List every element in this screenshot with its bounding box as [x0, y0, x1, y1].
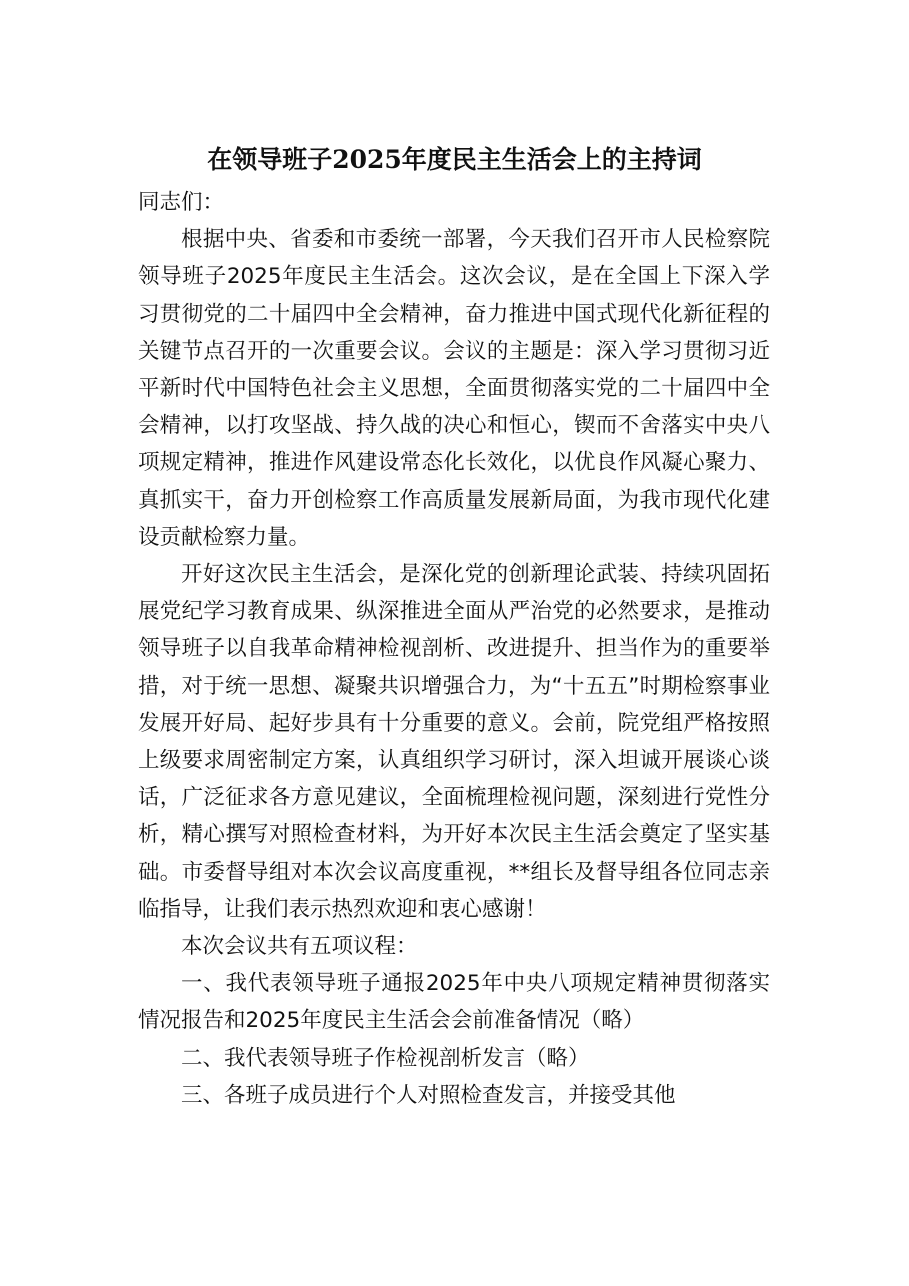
agenda-intro: 本次会议共有五项议程： [181, 934, 418, 960]
salutation: 同志们： [138, 190, 225, 215]
agenda-item-3: 三、各班子成员进行个人对照检查发言，并接受其他 [181, 1082, 676, 1108]
agenda-item-1: 一、我代表领导班子通报2025年中央八项规定精神贯彻落实情况报告和2025年度民主生活会会前准备情况（略） [138, 971, 770, 1034]
agenda-item-2: 二、我代表领导班子作检视剖析发言（略） [181, 1045, 590, 1071]
paragraph-1: 根据中央、省委和市委统一部署，今天我们召开市人民检察院领导班子2025年度民主生活会。这次会议，是在全国上下深入学习贯彻党的二十届四中全会精神，奋力推进中国式现代化新征程的关键节点召开的一次重要会议。会议的主题是：深入学习贯彻习近平新时代中国特色社会主义思想，全面贯彻落实党的二十届四中全会精神，以打攻坚战、持久战的决心和恒心，锲而不舍落实中央八项规定精神，推进作风建设常态化长效化，以优良作风凝心聚力、真抓实干，奋力开创检察工作高质量发展新局面，为我市现代化建设贡献检察力量。 [138, 227, 770, 550]
paragraph-2: 开好这次民主生活会，是深化党的创新理论武装、持续巩固拓展党纪学习教育成果、纵深推进全面从严治党的必然要求，是推动领导班子以自我革命精神检视剖析、改进提升、担当作为的重要举措，对于统一思想、凝聚共识增强合力，为“十五五”时期检察事业发展开好局、起好步具有十分重要的意义。会前，院党组严格按照上级要求周密制定方案，认真组织学习研讨，深入坦诚开展谈心谈话，广泛征求各方意见建议，全面梳理检视问题，深刻进行党性分析，精心撰写对照检查材料，为开好本次民主生活会奠定了坚实基础。市委督导组对本次会议高度重视，**组长及督导组各位同志亲临指导，让我们表示热烈欢迎和衷心感谢！ [138, 562, 770, 922]
document-body [138, 184, 770, 1114]
document-title: 在领导班子2025年度民主生活会上的主持词 [207, 145, 702, 174]
